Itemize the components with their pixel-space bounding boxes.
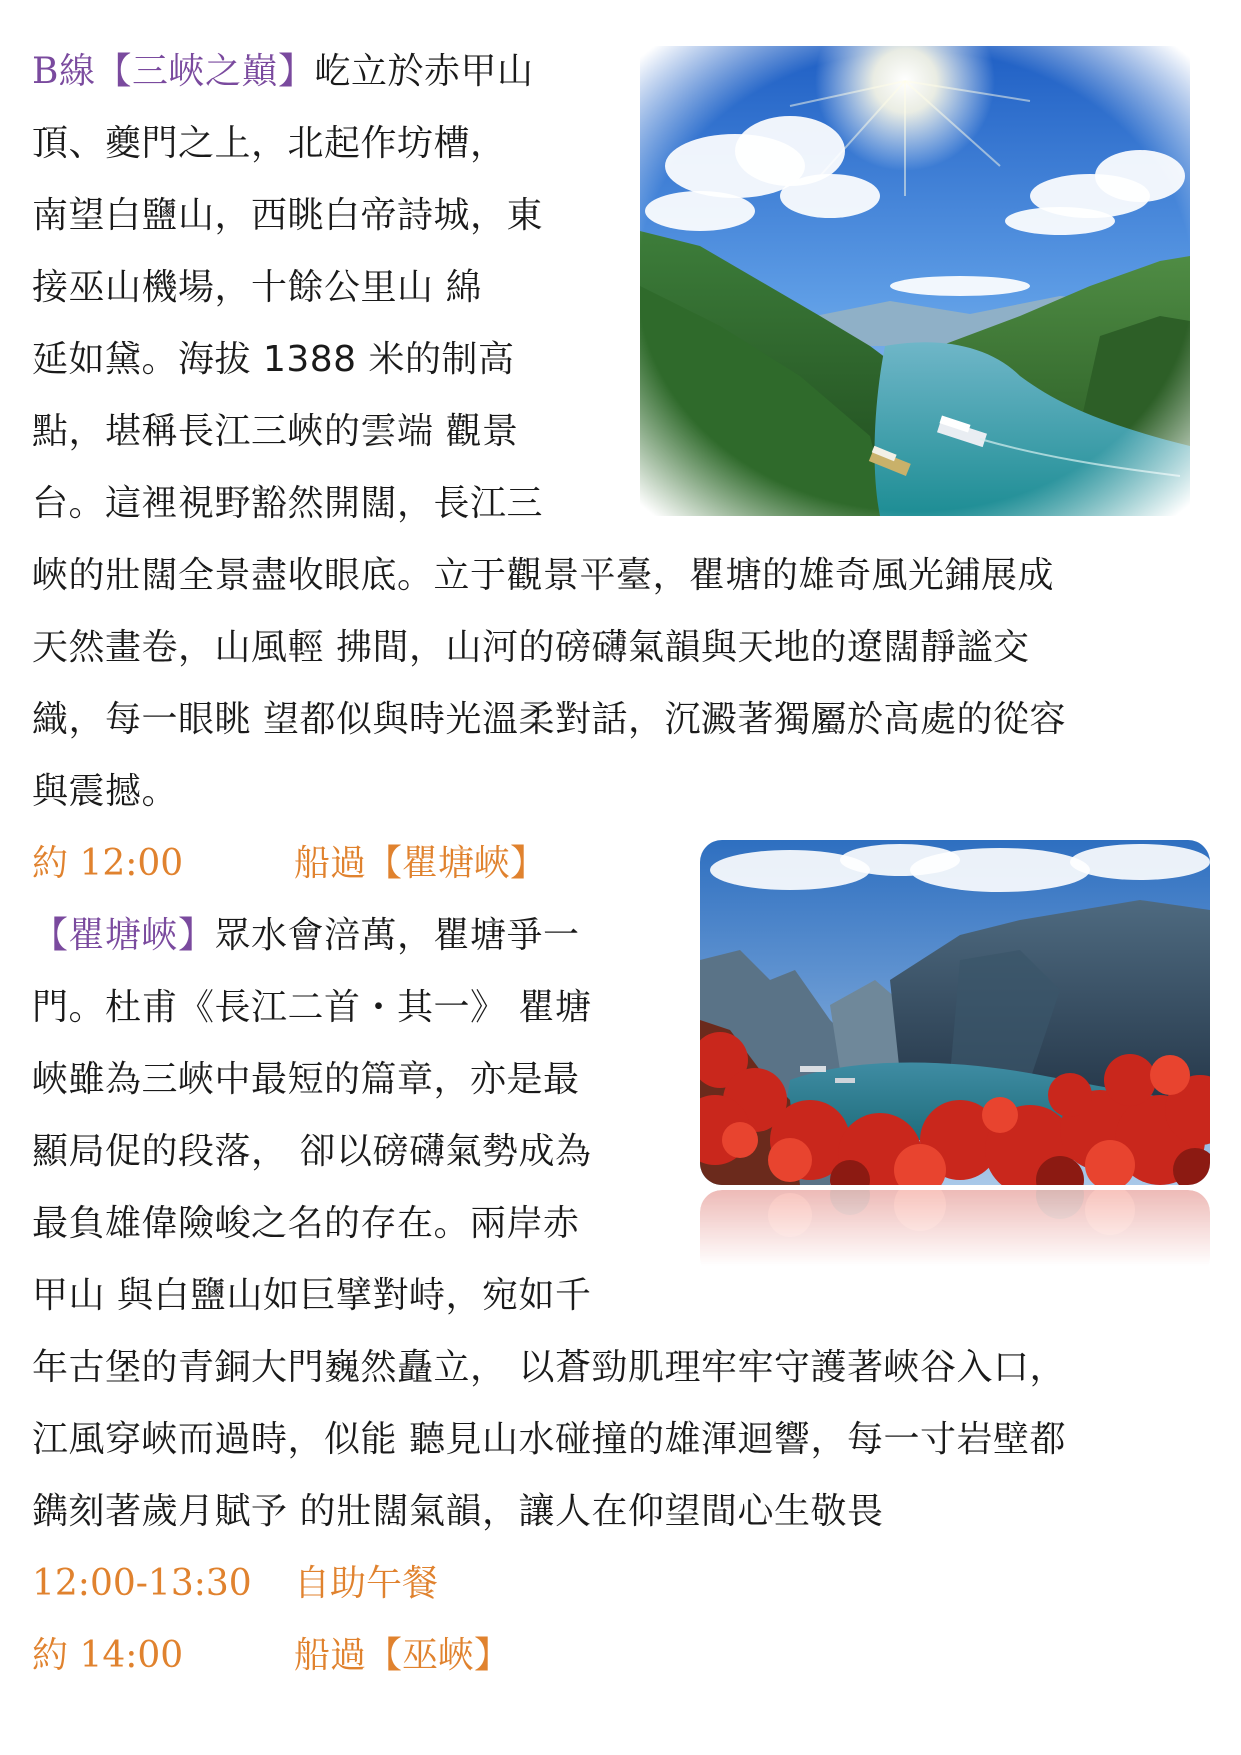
paragraph-line: 峽的壯闊全景盡收眼底。立于觀景平臺，瞿塘的雄奇風光鋪展成 <box>32 555 1055 596</box>
section-b-heading: 【三峽之巔】 <box>95 51 315 92</box>
paragraph-line: 峽雖為三峽中最短的篇章，亦是最 <box>32 1059 580 1100</box>
schedule-row <box>32 1620 511 1692</box>
paragraph-line: 鐫刻著歲月賦予 的壯闊氣韻，讓人在仰望間心生敬畏 <box>32 1491 884 1532</box>
paragraph-line: 天然畫卷，山風輕 拂間，山河的磅礴氣韻與天地的遼闊靜謐交 <box>32 627 1030 668</box>
summit-view-photo <box>640 46 1190 516</box>
paragraph-line: 顯局促的段落， 卻以磅礴氣勢成為 <box>32 1131 592 1172</box>
schedule-row <box>32 1548 439 1620</box>
paragraph-line: 與震撼。 <box>32 771 179 812</box>
qutang-gorge-photo-group <box>700 840 1210 1280</box>
paragraph-line: 延如黛。海拔 1388 米的制高 <box>32 339 515 380</box>
paragraph-text: 屹立於赤甲山 <box>314 51 534 92</box>
section-qutang-line-0 <box>32 900 580 972</box>
schedule-activity: 自助午餐 <box>294 1563 439 1604</box>
schedule-time: 約 12:00 <box>32 843 184 884</box>
paragraph-line: 南望白鹽山，西眺白帝詩城，東 <box>32 195 544 236</box>
paragraph-line: 江風穿峽而過時，似能 聽見山水碰撞的雄渾迴響，每一寸岩壁都 <box>32 1419 1066 1460</box>
paragraph-line: 織，每一眼眺 望都似與時光溫柔對話，沉澱著獨屬於高處的從容 <box>32 699 1066 740</box>
schedule-row <box>32 828 547 900</box>
paragraph-line: 甲山 與白鹽山如巨擘對峙，宛如千 <box>32 1275 592 1316</box>
paragraph-line: 門。杜甫《長江二首・其一》 瞿塘 <box>32 987 592 1028</box>
paragraph-line: 台。這裡視野豁然開闊，長江三 <box>32 483 544 524</box>
qutang-gorge-photo-reflection <box>700 1190 1210 1280</box>
section-b-line-0 <box>32 36 534 108</box>
schedule-time: 12:00-13:30 <box>32 1563 252 1604</box>
paragraph-line: 年古堡的青銅大門巍然矗立， 以蒼勁肌理牢牢守護著峽谷入口， <box>32 1347 1066 1388</box>
schedule-activity: 船過【巫峽】 <box>294 1635 511 1676</box>
section-qutang-heading: 【瞿塘峽】 <box>32 915 215 956</box>
paragraph-text: 眾水會涪萬，瞿塘爭一 <box>214 915 580 956</box>
paragraph-line: 最負雄偉險峻之名的存在。兩岸赤 <box>32 1203 580 1244</box>
route-label: B線 <box>32 51 96 92</box>
paragraph-line: 接巫山機場，十餘公里山 綿 <box>32 267 482 308</box>
paragraph-line: 點，堪稱長江三峽的雲端 觀景 <box>32 411 519 452</box>
schedule-activity: 船過【瞿塘峽】 <box>294 843 547 884</box>
qutang-gorge-photo <box>700 840 1210 1185</box>
schedule-time: 約 14:00 <box>32 1635 184 1676</box>
paragraph-line: 頂、夔門之上，北起作坊槽， <box>32 123 507 164</box>
